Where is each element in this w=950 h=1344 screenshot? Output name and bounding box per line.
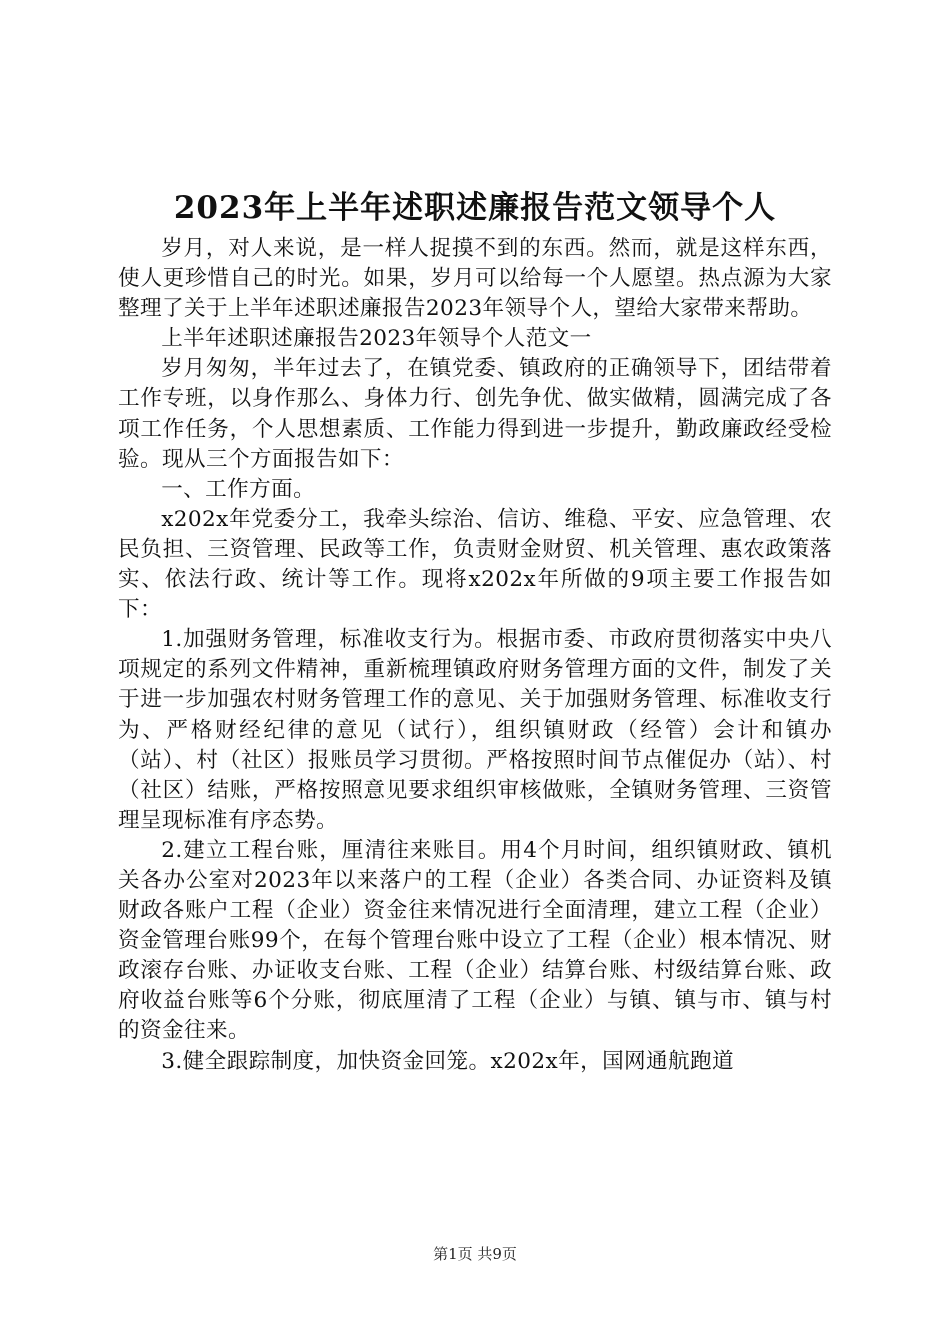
document-title: 2023年上半年述职述廉报告范文领导个人 [173, 190, 777, 226]
paragraph-duties: x202x年党委分工，我牵头综治、信访、维稳、平安、应急管理、农民负担、三资管理、民政等工作，负责财金财贸、机关管理、惠农政策落实、依法行政、统计等工作。现将x202x年所做的9项主要工作报告如下： [118, 506, 832, 623]
paragraph-item-1: 1.加强财务管理，标准收支行为。根据市委、市政府贯彻落实中央八项规定的系列文件精神，重新梳理镇政府财务管理方面的文件，制发了关于进一步加强农村财务管理工作的意见、关于加强财务管理、标准收支行为、严格财经纪律的意见（试行），组织镇财政（经管）会计和镇办（站）、村（社区）报账员学习贯彻。严格按照时间节点催促办（站）、村（社区）结账，严格按照意见要求组织审核做账，全镇财务管理、三资管理呈现标准有序态势。 [118, 627, 832, 833]
paragraph-work-heading: 一、工作方面。 [161, 476, 316, 502]
paragraph-item-3: 3.健全跟踪制度，加快资金回笼。x202x年，国网通航跑道 [161, 1048, 735, 1074]
page-number-footer: 第1页 共9页 [433, 1245, 517, 1263]
paragraph-item-2: 2.建立工程台账，厘清往来账目。用4个月时间，组织镇财政、镇机关各办公室对2023年以来落户的工程（企业）各类合同、办证资料及镇财政各账户工程（企业）资金往来情况进行全面清理，建立工程（企业）资金管理台账99个，在每个管理台账中设立了工程（企业）根本情况、财政滚存台账、办证收支台账、工程（企业）结算台账、村级结算台账、政府收益台账等6个分账，彻底厘清了工程（企业）与镇、镇与市、镇与村的资金往来。 [118, 837, 832, 1044]
document-body [118, 234, 832, 1077]
paragraph-section-heading: 上半年述职述廉报告2023年领导个人范文一 [161, 326, 592, 352]
paragraph-intro: 岁月，对人来说，是一样人捉摸不到的东西。然而，就是这样东西，使人更珍惜自己的时光。如果，岁月可以给每一个人愿望。热点源为大家整理了关于上半年述职述廉报告2023年领导个人，望给大家带来帮助。 [118, 236, 832, 322]
paragraph-summary: 岁月匆匆，半年过去了，在镇党委、镇政府的正确领导下，团结带着工作专班，以身作那么、身体力行、创先争优、做实做精，圆满完成了各项工作任务，个人思想素质、工作能力得到进一步提升，勤政廉政经受检验。现从三个方面报告如下： [118, 356, 832, 472]
